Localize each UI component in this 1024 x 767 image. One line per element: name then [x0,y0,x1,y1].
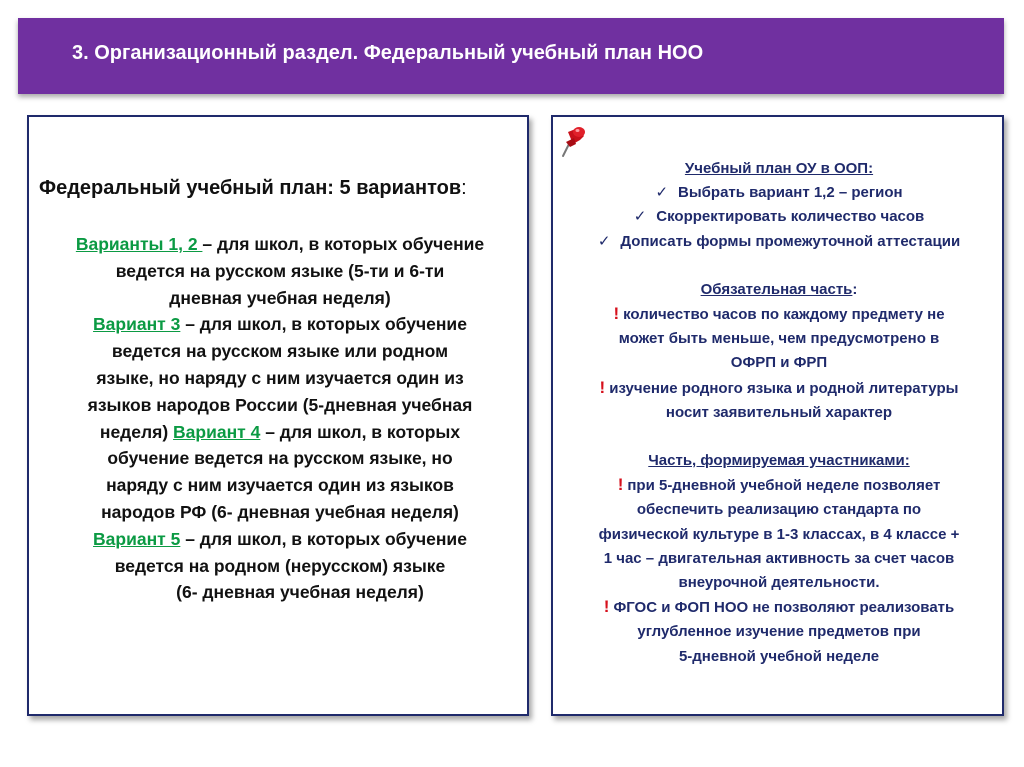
pushpin-icon [560,124,588,158]
mandatory-item-text: количество часов по каждому предмету не [623,306,945,324]
title-bar [18,18,1004,94]
variant-4-text: – для школ, в которых [260,421,461,442]
variants-text [43,231,517,606]
variants-panel [27,115,529,716]
variant-3-line5: неделя) [99,421,174,442]
check-item [559,230,999,254]
variant-3-line3: языке, но наряду с ним изучается один из [96,367,464,388]
plan-title: Учебный план ОУ в ООП: [684,160,874,177]
check-item-text: Скорректировать количество часов [656,208,925,226]
participants-item-line2: обеспечить реализацию стандарта по [636,501,922,519]
exclamation-icon: ! [599,377,606,397]
participants-item-line3: физической культуре в 1-3 классах, в 4 классе + [598,525,960,543]
plan-notes-text [559,157,999,669]
exclamation-icon: ! [603,597,610,617]
check-item [559,205,999,229]
mandatory-item [559,302,999,327]
variant-3-line4: языков народов России (5-дневная учебная [87,394,473,415]
exclamation-icon: ! [617,475,624,495]
mandatory-item-line2: может быть меньше, чем предусмотрено в [618,330,940,348]
variant-5-line2: ведется на родном (нерусском) языке [114,555,446,576]
variant-5-line3: (6- дневная учебная неделя) [176,582,424,603]
variants-1-2-line [43,231,517,258]
plan-notes-panel [551,115,1004,716]
variant-3-line [43,311,517,338]
checkmark-icon: ✓ [655,184,669,202]
variant-5-line [43,526,517,553]
variant-4-line2: обучение ведется на русском языке, но [107,448,453,469]
variant-4-line [43,419,517,446]
participants-title: Часть, формируемая участниками: [648,452,910,470]
variants-1-2-link[interactable]: Варианты 1, 2 [75,234,203,254]
variants-heading-text: Федеральный учебный план: 5 вариантов [39,177,462,199]
participants-item-line2: углубленное изучение предметов при [637,623,921,641]
spacer [559,254,999,278]
checkmark-icon: ✓ [633,208,647,226]
participants-item-text: ФГОС и ФОП НОО не позволяют реализовать [613,599,955,617]
mandatory-item-text: изучение родного языка и родной литературы [609,379,959,397]
variant-3-line2: ведется на русском языке или родном [111,341,449,362]
variants-1-2-line2: ведется на русском языке (5-ти и 6-ти [115,260,445,281]
check-item-text: Выбрать вариант 1,2 – регион [678,184,903,202]
variant-4-line3: наряду с ним изучается один из языков [106,475,454,496]
variants-heading-colon: : [461,177,467,199]
mandatory-title-text: Обязательная часть [700,280,853,298]
participants-item-line5: внеурочной деятельности. [678,574,880,592]
mandatory-title-colon: : [852,280,858,298]
mandatory-item-line3: ОФРП и ФРП [730,354,828,372]
participants-item-line3: 5-дневной учебной неделе [678,647,880,665]
check-item [559,181,999,205]
mandatory-item-line2: носит заявительный характер [665,403,893,421]
mandatory-title [559,278,999,302]
variant-3-text: – для школ, в которых обучение [180,314,467,335]
participants-item-text: при 5-дневной учебной неделе позволяет [627,477,941,495]
participants-item [559,473,999,498]
variants-heading [39,177,519,200]
mandatory-item [559,376,999,401]
exclamation-icon: ! [613,304,620,324]
participants-item-line4: 1 час – двигательная активность за счет часов [603,549,955,567]
participants-item [559,595,999,620]
variant-4-line4: народов РФ (6- дневная учебная неделя) [101,501,459,522]
variant-5-text: – для школ, в которых обучение [180,528,467,549]
spacer [559,425,999,449]
variant-4-link[interactable]: Вариант 4 [173,421,261,442]
page-title: 3. Организационный раздел. Федеральный учебный план НОО [72,42,704,64]
variants-1-2-line3: дневная учебная неделя) [169,287,391,308]
variant-5-link[interactable]: Вариант 5 [93,528,181,549]
variant-5-line3-wrap [43,579,517,606]
check-item-text: Дописать формы промежуточной аттестации [620,232,961,250]
variant-3-link[interactable]: Вариант 3 [93,314,181,335]
variants-1-2-text: – для школ, в которых обучение [202,234,485,254]
checkmark-icon: ✓ [597,232,611,250]
